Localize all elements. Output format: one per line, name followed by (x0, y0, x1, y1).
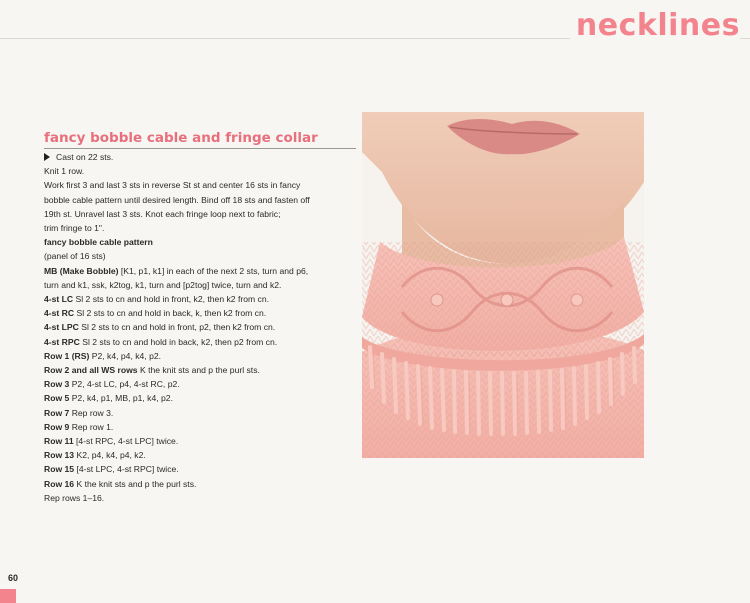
instruction-text: Rep rows 1–16. (44, 492, 105, 503)
instruction-line (44, 150, 354, 164)
page-number: 60 (8, 573, 19, 583)
instruction-label: Row 11 (44, 436, 74, 447)
instruction-text: Cast on 22 sts. (56, 152, 114, 162)
instruction-text: bobble cable pattern until desired length. Bind off 18 sts and fasten off (44, 194, 310, 205)
instruction-line (44, 178, 354, 192)
instruction-label: Row 7 (44, 407, 70, 418)
instruction-label: 4-st LC (44, 294, 74, 305)
instruction-label: 4-st LPC (44, 322, 79, 333)
instruction-text: Knit 1 row. (44, 166, 85, 177)
instruction-text: [K1, p1, k1] in each of the next 2 sts, turn and p6, (118, 265, 309, 276)
instruction-line (44, 320, 354, 334)
instruction-line (44, 306, 354, 320)
instruction-line (44, 207, 354, 221)
instruction-text: turn and k1, ssk, k2tog, k1, turn and [p2tog] twice, turn and k2. (44, 279, 282, 290)
instruction-text: Rep row 1. (69, 421, 114, 432)
instruction-text: Sl 2 sts to cn and hold in front, k2, then k2 from cn. (73, 294, 269, 305)
instruction-line (44, 448, 354, 462)
instruction-line (44, 434, 354, 448)
instruction-label: Row 9 (44, 421, 70, 432)
instruction-text: Sl 2 sts to cn and hold in front, p2, then k2 from cn. (78, 322, 276, 333)
instruction-text: [4-st LPC, 4-st RPC] twice. (74, 464, 179, 475)
instruction-label: Row 16 (44, 478, 75, 489)
instruction-label: Row 2 and all WS rows (44, 365, 138, 376)
instruction-line (44, 221, 354, 235)
instruction-line (44, 491, 354, 505)
instruction-line (44, 278, 354, 292)
page-tab-marker (0, 589, 16, 603)
instruction-line (44, 391, 354, 405)
instruction-text: trim fringe to 1". (44, 223, 105, 234)
arrow-right-icon (44, 153, 50, 161)
instruction-label: 4-st RPC (44, 336, 80, 347)
instruction-text: K the knit sts and p the purl sts. (137, 365, 260, 376)
instruction-line (44, 477, 354, 491)
instruction-line (44, 264, 354, 278)
instruction-line (44, 164, 354, 178)
instruction-text: [4-st RPC, 4-st LPC] twice. (73, 436, 179, 447)
section-title: necklines (570, 8, 740, 44)
instruction-line (44, 292, 354, 306)
instruction-text: P2, 4-st LC, p4, 4-st RC, p2. (69, 379, 180, 390)
instruction-label: Row 5 (44, 393, 70, 404)
instruction-label: Row 3 (44, 379, 70, 390)
instruction-text: P2, k4, p4, k4, p2. (89, 350, 162, 361)
instruction-text: Sl 2 sts to cn and hold in back, k2, then p2 from cn. (79, 336, 278, 347)
instruction-line (44, 349, 354, 363)
instruction-line (44, 249, 354, 263)
title-rule (44, 148, 356, 149)
instruction-label: Row 13 (44, 450, 75, 461)
instruction-label: fancy bobble cable pattern (44, 237, 153, 248)
instruction-line (44, 235, 354, 249)
instruction-line (44, 363, 354, 377)
pattern-title: fancy bobble cable and fringe collar (44, 130, 318, 146)
instruction-line (44, 377, 354, 391)
instruction-text: (panel of 16 sts) (44, 251, 106, 262)
pattern-instructions (44, 150, 354, 505)
instruction-line (44, 193, 354, 207)
instruction-label: 4-st RC (44, 308, 75, 319)
instruction-label: Row 15 (44, 464, 75, 475)
instruction-text: 19th st. Unravel last 3 sts. Knot each fringe loop next to fabric; (44, 208, 281, 219)
instruction-line (44, 406, 354, 420)
instruction-label: MB (Make Bobble) (44, 265, 119, 276)
instruction-text: K the knit sts and p the purl sts. (74, 478, 197, 489)
instruction-text: P2, k4, p1, MB, p1, k4, p2. (69, 393, 173, 404)
instruction-text: Work first 3 and last 3 sts in reverse St st and center 16 sts in fancy (44, 180, 301, 191)
instruction-line (44, 462, 354, 476)
instruction-text: Rep row 3. (69, 407, 114, 418)
instruction-label: Row 1 (RS) (44, 350, 90, 361)
instruction-line (44, 420, 354, 434)
instruction-text: Sl 2 sts to cn and hold in back, k, then k2 from cn. (74, 308, 267, 319)
collar-photo (362, 112, 644, 458)
instruction-line (44, 335, 354, 349)
collar-photo-illustration (362, 112, 644, 458)
instruction-text: K2, p4, k4, p4, k2. (74, 450, 146, 461)
